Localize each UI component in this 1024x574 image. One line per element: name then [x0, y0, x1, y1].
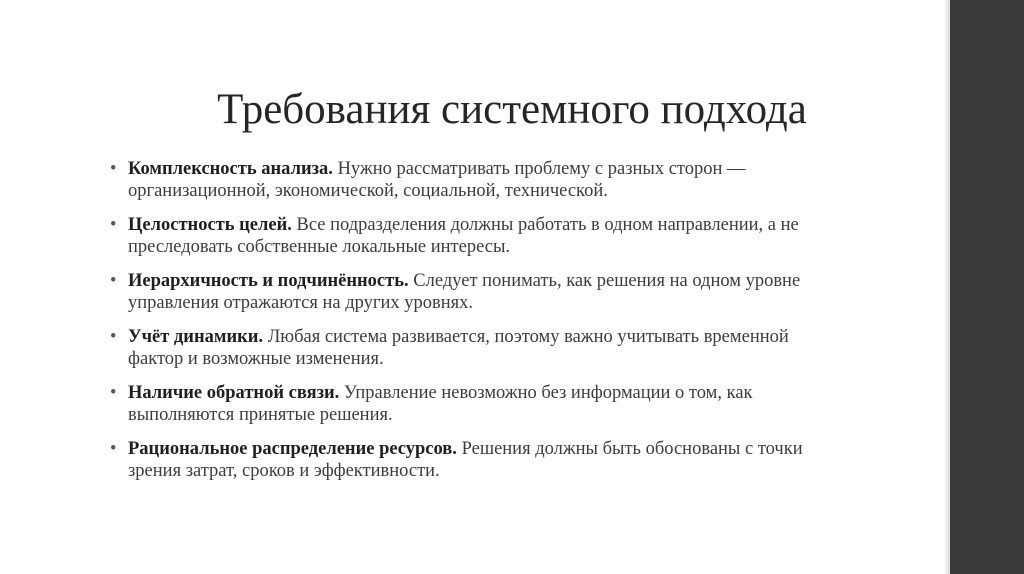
bullet-item [110, 382, 822, 426]
bullet-term: Комплексность анализа. [128, 159, 333, 179]
bullet-item [110, 326, 822, 370]
bullet-list [110, 158, 822, 494]
bullet-text: Любая система развивается, поэтому важно учитывать временной фактор и возможные изменения. [128, 327, 789, 369]
bullet-dot-icon: • [110, 383, 117, 403]
bullet-dot-icon: • [110, 439, 117, 459]
bullet-item [110, 158, 822, 202]
bullet-term: Целостность целей. [128, 215, 292, 235]
bullet-text: Решения должны быть обоснованы с точки зрения затрат, сроков и эффективности. [128, 439, 803, 481]
bullet-term: Рациональное распределение ресурсов. [128, 439, 457, 459]
bullet-dot-icon: • [110, 327, 117, 347]
bullet-dot-icon: • [110, 271, 117, 291]
bullet-term: Иерархичность и подчинённость. [128, 271, 409, 291]
bullet-item [110, 438, 822, 482]
bullet-item [110, 214, 822, 258]
bullet-text: Управление невозможно без информации о том, как выполняются принятые решения. [128, 383, 753, 425]
bullet-term: Наличие обратной связи. [128, 383, 340, 403]
bullet-text: Нужно рассматривать проблему с разных сторон — организационной, экономической, социальной, технической. [128, 159, 746, 201]
bullet-dot-icon: • [110, 159, 117, 179]
bullet-dot-icon: • [110, 215, 117, 235]
bullet-item [110, 270, 822, 314]
bullet-term: Учёт динамики. [128, 327, 264, 347]
bullet-text: Следует понимать, как решения на одном уровне управления отражаются на других уровнях. [128, 271, 801, 313]
slide-title: Требования системного подхода [217, 86, 807, 133]
bullet-text: Все подразделения должны работать в одном направлении, а не преследовать собственные локальные интересы. [128, 215, 799, 257]
